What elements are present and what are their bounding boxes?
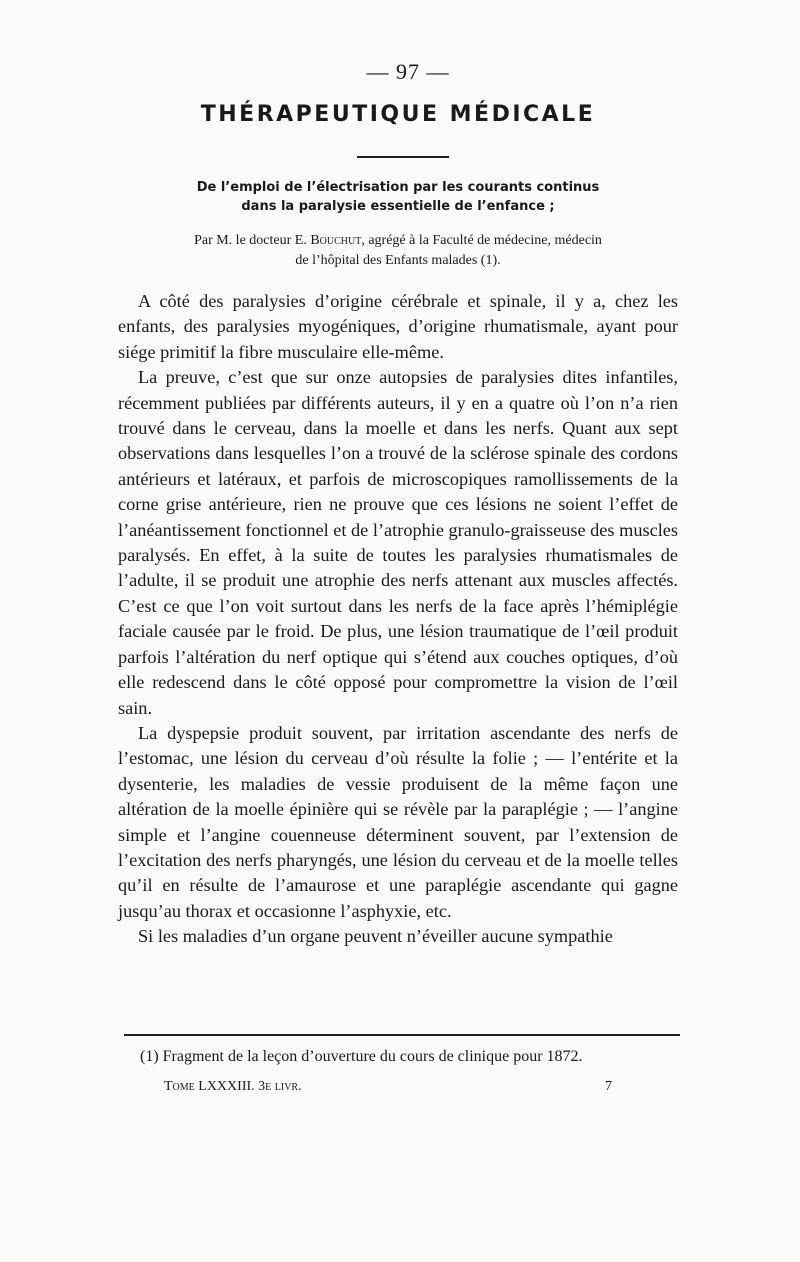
volume-label: Tome LXXXIII. 3e livr. <box>164 1079 302 1094</box>
paragraph-2: La preuve, c’est que sur onze autopsies de paralysies dites infantiles, récemment publiées par différents auteurs, il y en a quatre où l’on n’a rien trouvé dans le cerveau, dans la moelle et dans les nerfs. Quant aux sept observations dans lesquelles l’on a trouvé de la sclérose spinale des cordons antérieurs et latéraux, et parfois de microscopiques ramollissements de la corne grise antérieure, rien ne prouve que ces lésions ne soient l’effet de l’anéantissement fonctionnel et de l’atrophie granulo-graisseuse des muscles paralysés. En effet, à la suite de toutes les paralysies rhumatismales de l’adulte, il se produit une atrophie des nerfs attenant aux muscles affectés. C’est ce que l’on voit surtout dans les nerfs de la face après l’hémiplégie faciale causée par le froid. De plus, une lésion traumatique de l’œil produit parfois l’altération du nerf optique qui s’étend aux couches optiques, d’où elle redescend dans le côté opposé pour compromettre la vision de l’œil sain. <box>118 367 678 718</box>
byline-affiliation: , agrégé à la Faculté de médecine, médecin <box>361 233 602 248</box>
article-title-line-2: dans la paralysie essentielle de l’enfance ; <box>241 199 555 214</box>
footnote-divider <box>124 1034 680 1036</box>
byline-prefix: Par M. le docteur E. <box>194 233 311 248</box>
section-title: THÉRAPEUTIQUE MÉDICALE <box>200 102 596 127</box>
title-divider <box>357 156 449 158</box>
document-page <box>118 52 678 950</box>
article-body <box>118 289 678 950</box>
paragraph-3: La dyspepsie produit souvent, par irritation ascendante des nerfs de l’estomac, une lésion du cerveau d’où résulte la folie ; — l’entérite et la dysenterie, les maladies de vessie produisent de la même façon une altération de la moelle épinière qui se révèle par la paraplégie ; — l’angine simple et l’angine couenneuse déterminent souvent, par l’extension de l’excitation des nerfs pharyngés, une lésion du cerveau et de la moelle telles qu’il en résulte de l’amaurose et une paraplégie ascendante qui gagne jusqu’au thorax et occasionne l’asphyxie, etc. <box>118 722 678 921</box>
page-number: — 97 — <box>366 59 450 84</box>
printer-signature <box>164 1077 612 1097</box>
byline <box>118 231 678 271</box>
sheet-number: 7 <box>605 1079 612 1094</box>
byline-author: Bouchut <box>310 233 362 248</box>
article-title <box>118 178 678 216</box>
byline-line-2: de l’hôpital des Enfants malades (1). <box>295 253 501 268</box>
article-title-line-1: De l’emploi de l’électrisation par les courants continus <box>196 180 600 195</box>
footnote: (1) Fragment de la leçon d’ouverture du cours de clinique pour 1872. <box>140 1048 583 1065</box>
byline-line-1 <box>118 231 678 251</box>
paragraph-4: Si les maladies d’un organe peuvent n’éveiller aucune sympathie <box>138 926 613 947</box>
paragraph-1: A côté des paralysies d’origine cérébrale et spinale, il y a, chez les enfants, des paralysies myogéniques, d’origine rhumatismale, ayant pour siége primitif la fibre musculaire elle-même. <box>118 291 678 362</box>
